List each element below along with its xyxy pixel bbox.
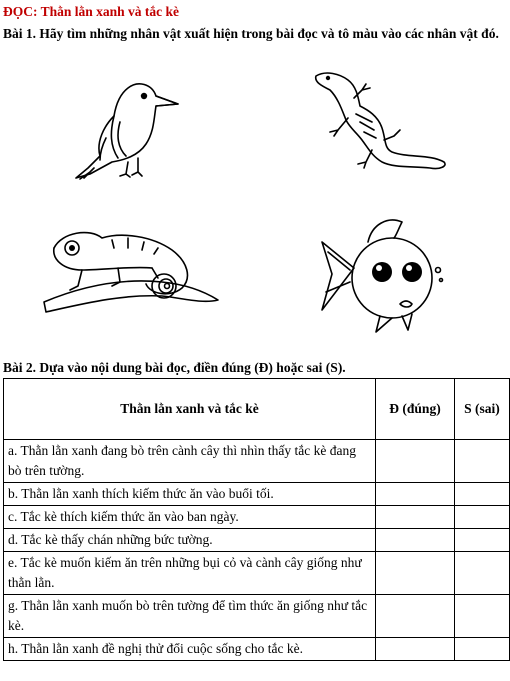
answer-false-g[interactable] — [455, 595, 510, 638]
statement-b: b. Thằn lằn xanh thích kiếm thức ăn vào buổi tối. — [4, 483, 376, 506]
table-row — [4, 506, 510, 529]
true-false-table — [3, 378, 510, 661]
header-statement: Thằn lằn xanh và tắc kè — [4, 379, 376, 440]
table-row — [4, 440, 510, 483]
exercise-2-label: Bài 2 — [3, 360, 33, 375]
exercise-2-text: . Dựa vào nội dung bài đọc, điền đúng (Đ) hoặc sai (S). — [32, 360, 346, 375]
exercise-1-text: Hãy tìm những nhân vật xuất hiện trong bài đọc và tô màu vào các nhân vật đó. — [36, 26, 499, 41]
answer-false-a[interactable] — [455, 440, 510, 483]
answer-true-c[interactable] — [376, 506, 455, 529]
table-row — [4, 638, 510, 661]
table-header-row — [4, 379, 510, 440]
statement-g: g. Thằn lằn xanh muốn bò trên tường để tìm thức ăn giống như tắc kè. — [4, 595, 376, 638]
answer-false-d[interactable] — [455, 529, 510, 552]
answer-true-h[interactable] — [376, 638, 455, 661]
statement-c: c. Tắc kè thích kiếm thức ăn vào ban ngày. — [4, 506, 376, 529]
answer-true-b[interactable] — [376, 483, 455, 506]
answer-true-a[interactable] — [376, 440, 455, 483]
answer-false-c[interactable] — [455, 506, 510, 529]
answer-true-e[interactable] — [376, 552, 455, 595]
table-row — [4, 595, 510, 638]
chameleon-illustration[interactable] — [42, 220, 222, 324]
answer-true-g[interactable] — [376, 595, 455, 638]
exercise-1-instruction — [3, 24, 510, 44]
table-row — [4, 529, 510, 552]
page-title: ĐỌC: Thằn lằn xanh và tắc kè — [3, 4, 180, 19]
answer-false-h[interactable] — [455, 638, 510, 661]
answer-true-d[interactable] — [376, 529, 455, 552]
table-row — [4, 483, 510, 506]
header-false: S (sai) — [455, 379, 510, 440]
statement-a: a. Thằn lằn xanh đang bò trên cành cây thì nhìn thấy tắc kè đang bò trên tường. — [4, 440, 376, 483]
exercise-2-instruction — [3, 360, 346, 376]
statement-h: h. Thằn lằn xanh đề nghị thử đổi cuộc sống cho tắc kè. — [4, 638, 376, 661]
answer-false-e[interactable] — [455, 552, 510, 595]
fish-illustration[interactable] — [318, 212, 446, 336]
lizard-illustration[interactable] — [312, 70, 452, 180]
bird-illustration[interactable] — [70, 76, 185, 180]
exercise-1-label: Bài 1. — [3, 26, 37, 41]
answer-false-b[interactable] — [455, 483, 510, 506]
statement-e: e. Tắc kè muốn kiếm ăn trên những bụi cỏ và cành cây giống như thằn lằn. — [4, 552, 376, 595]
table-row — [4, 552, 510, 595]
header-true: Đ (đúng) — [376, 379, 455, 440]
statement-d: d. Tắc kè thấy chán những bức tường. — [4, 529, 376, 552]
